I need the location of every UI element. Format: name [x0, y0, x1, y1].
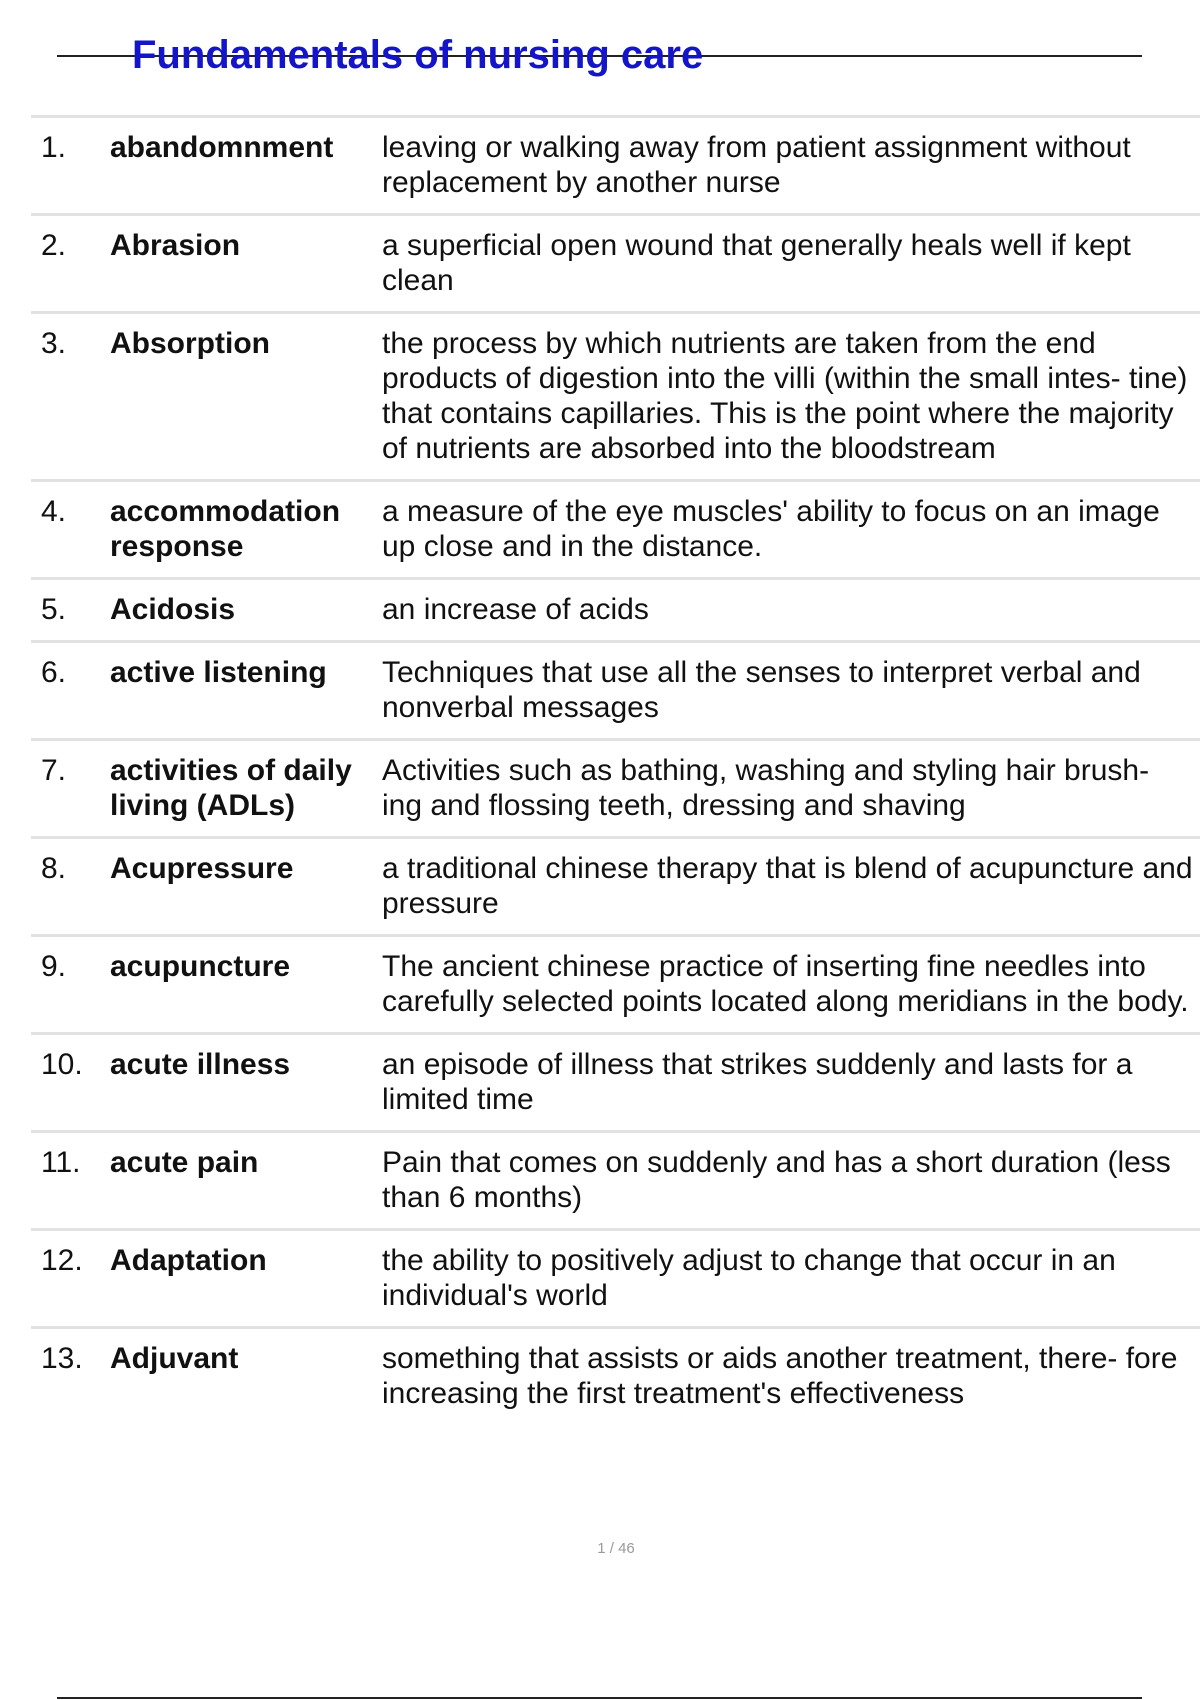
entry-definition: Techniques that use all the senses to interpret verbal and nonverbal messages	[382, 656, 1141, 724]
entry-term: Abrasion	[110, 229, 241, 262]
entry-number: 7.	[41, 754, 67, 787]
entry-number: 5.	[41, 593, 67, 626]
page-number: 1 / 46	[597, 1540, 635, 1557]
glossary-row	[31, 741, 1200, 839]
glossary-row	[31, 580, 1200, 643]
entry-term: Acidosis	[110, 593, 236, 626]
entry-definition: a traditional chinese therapy that is blend of acupuncture and pressure	[382, 852, 1193, 920]
entry-term: acupuncture	[110, 950, 291, 983]
glossary-row	[31, 839, 1200, 937]
glossary-row	[31, 118, 1200, 216]
entry-term: acute pain	[110, 1146, 259, 1179]
entry-number: 1.	[41, 131, 67, 164]
glossary-row	[31, 937, 1200, 1035]
entry-definition: Pain that comes on suddenly and has a short duration (less than 6 months)	[382, 1146, 1171, 1214]
entry-term: accommodation response	[110, 495, 341, 563]
entry-term: Absorption	[110, 327, 270, 360]
entry-term: Adjuvant	[110, 1342, 239, 1375]
glossary-row	[31, 1133, 1200, 1231]
entry-number: 2.	[41, 229, 67, 262]
entry-definition: a superficial open wound that generally heals well if kept clean	[382, 229, 1131, 297]
glossary-row	[31, 643, 1200, 741]
footer-rule	[57, 1697, 1142, 1699]
entry-definition: something that assists or aids another treatment, there- fore increasing the first treatment's effectiveness	[382, 1342, 1178, 1410]
glossary-list	[31, 115, 1200, 1424]
glossary-row	[31, 1329, 1200, 1424]
entry-number: 13.	[41, 1342, 83, 1375]
entry-definition: an increase of acids	[382, 593, 649, 626]
entry-term: abandomnment	[110, 131, 334, 164]
entry-number: 6.	[41, 656, 67, 689]
entry-number: 12.	[41, 1244, 83, 1277]
entry-number: 9.	[41, 950, 67, 983]
glossary-row	[31, 1035, 1200, 1133]
entry-definition: leaving or walking away from patient assignment without replacement by another nurse	[382, 131, 1131, 199]
glossary-row	[31, 482, 1200, 580]
entry-definition: an episode of illness that strikes suddenly and lasts for a limited time	[382, 1048, 1133, 1116]
entry-definition: the process by which nutrients are taken from the end products of digestion into the villi (within the small intes- tine) that contains capillaries. This is the point where the majority of nutrients are absorbed into the bloodstream	[382, 327, 1188, 465]
glossary-row	[31, 216, 1200, 314]
entry-term: Adaptation	[110, 1244, 267, 1277]
document-title: Fundamentals of nursing care	[132, 33, 704, 77]
entry-definition: Activities such as bathing, washing and styling hair brush- ing and flossing teeth, dressing and shaving	[382, 754, 1150, 822]
entry-definition: a measure of the eye muscles' ability to focus on an image up close and in the distance.	[382, 495, 1160, 563]
entry-number: 11.	[41, 1146, 81, 1179]
glossary-row	[31, 314, 1200, 482]
entry-term: acute illness	[110, 1048, 291, 1081]
entry-term: Acupressure	[110, 852, 294, 885]
entry-term: active listening	[110, 656, 327, 689]
glossary-row	[31, 1231, 1200, 1329]
entry-term: activities of daily living (ADLs)	[110, 754, 352, 822]
entry-definition: The ancient chinese practice of inserting fine needles into carefully selected points located along meridians in the body.	[382, 950, 1189, 1018]
entry-number: 10.	[41, 1048, 83, 1081]
entry-number: 4.	[41, 495, 67, 528]
entry-number: 8.	[41, 852, 67, 885]
entry-number: 3.	[41, 327, 67, 360]
entry-definition: the ability to positively adjust to change that occur in an individual's world	[382, 1244, 1116, 1312]
